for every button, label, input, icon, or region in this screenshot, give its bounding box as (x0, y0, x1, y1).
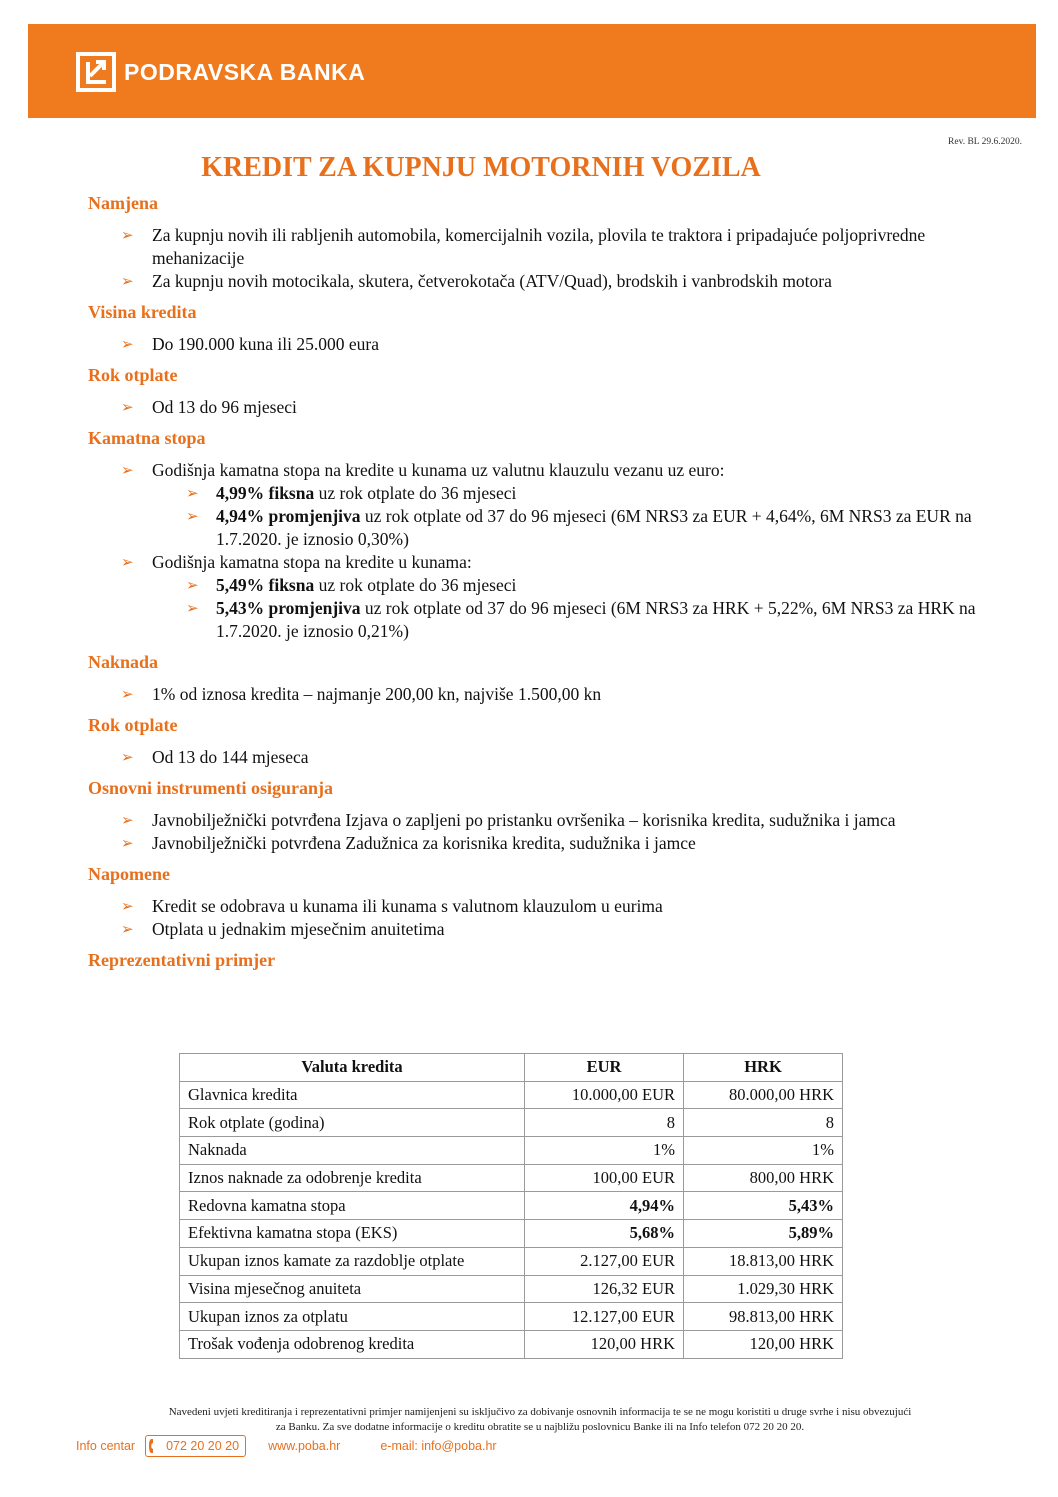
hrk-value: 1.029,30 HRK (684, 1275, 843, 1303)
section-title: Rok otplate (88, 715, 178, 735)
brand-name: PODRAVSKA BANKA (124, 58, 366, 85)
section-title: Rok otplate (88, 365, 178, 385)
eur-value: 120,00 HRK (525, 1330, 684, 1358)
podravska-logo-icon (76, 52, 116, 92)
list-item: ➢ Javnobilježnički potvrđena Izjava o zapljeni po pristanku ovršenika – korisnika kredita, sudužnika i jamca (121, 810, 896, 830)
table-row (180, 1192, 843, 1220)
arrow-bullet-icon: ➢ (121, 226, 134, 244)
hrk-value: 80.000,00 HRK (684, 1081, 843, 1109)
list-item: ➢ Od 13 do 144 mjeseca (121, 747, 309, 767)
eur-value: 5,68% (525, 1220, 684, 1248)
hrk-value: 8 (684, 1109, 843, 1137)
phone-icon (148, 1438, 160, 1454)
section-title: Naknada (88, 652, 159, 672)
section-visina (88, 299, 988, 356)
table-row (180, 1081, 843, 1109)
section-rok-otplate-2 (88, 712, 988, 769)
list-item: ➢ Godišnja kamatna stopa na kredite u kunama uz valutnu klauzulu vezanu uz euro: ➢ 4,99% fiksna uz rok otplate do 36 mjeseci ➢ 4,94% promjenjiva uz rok otplate od 37 do 96 mjeseci (6M NRS3 za EUR + 4,64%, 6M NRS3 za EUR na 1.7.2020. je iznosio 0,30%) (88, 459, 988, 551)
list-item: ➢ Godišnja kamatna stopa na kredite u kunama: ➢ 5,49% fiksna uz rok otplate do 36 mjeseci ➢ 5,43% promjenjiva uz rok otplate od 37 do 96 mjeseci (6M NRS3 za HRK + 5,22%, 6M NRS3 za HRK na 1.7.2020. je iznosio 0,21%) (88, 551, 988, 643)
hrk-value: 18.813,00 HRK (684, 1247, 843, 1275)
row-label: Ukupan iznos kamate za razdoblje otplate (180, 1247, 525, 1275)
row-label: Trošak vođenja odobrenog kredita (180, 1330, 525, 1358)
arrow-bullet-icon: ➢ (186, 599, 199, 617)
arrow-bullet-icon: ➢ (121, 335, 134, 353)
section-title: Napomene (88, 864, 170, 884)
eur-value: 2.127,00 EUR (525, 1247, 684, 1275)
email-link[interactable]: e-mail: info@poba.hr (380, 1439, 497, 1453)
sub-list-item: ➢ 5,49% fiksna uz rok otplate do 36 mjeseci (186, 575, 517, 595)
row-label: Efektivna kamatna stopa (EKS) (180, 1220, 525, 1248)
row-label: Rok otplate (godina) (180, 1109, 525, 1137)
table-row (180, 1137, 843, 1165)
arrow-bullet-icon: ➢ (121, 553, 134, 571)
table-row (180, 1164, 843, 1192)
arrow-bullet-icon: ➢ (121, 811, 134, 829)
list-item: ➢ Otplata u jednakim mjesečnim anuitetima (121, 919, 445, 939)
column-header: EUR (525, 1054, 684, 1082)
arrow-bullet-icon: ➢ (121, 920, 134, 938)
eur-value: 4,94% (525, 1192, 684, 1220)
sub-list-item: ➢ 4,99% fiksna uz rok otplate do 36 mjeseci (186, 483, 517, 503)
document-body (88, 190, 988, 973)
eur-value: 10.000,00 EUR (525, 1081, 684, 1109)
table-row (180, 1330, 843, 1358)
table-row (180, 1109, 843, 1137)
table-row (180, 1220, 843, 1248)
column-header: Valuta kredita (180, 1054, 525, 1082)
hrk-value: 1% (684, 1137, 843, 1165)
section-title: Reprezentativni primjer (88, 950, 276, 970)
arrow-bullet-icon: ➢ (186, 576, 199, 594)
eur-value: 12.127,00 EUR (525, 1303, 684, 1331)
arrow-bullet-icon: ➢ (121, 748, 134, 766)
column-header: HRK (684, 1054, 843, 1082)
sub-list-item: ➢ 5,43% promjenjiva uz rok otplate od 37 do 96 mjeseci (6M NRS3 za HRK + 5,22%, 6M NRS3 za HRK na 1.7.2020. je iznosio 0,21%) (186, 598, 976, 641)
hrk-value: 98.813,00 HRK (684, 1303, 843, 1331)
arrow-bullet-icon: ➢ (121, 897, 134, 915)
list-item: ➢ Za kupnju novih ili rabljenih automobila, komercijalnih vozila, plovila te traktora i pripadajuće poljoprivredne mehanizacije (121, 225, 926, 268)
row-label: Ukupan iznos za otplatu (180, 1303, 525, 1331)
hrk-value: 5,89% (684, 1220, 843, 1248)
section-title: Kamatna stopa (88, 428, 206, 448)
section-title: Namjena (88, 193, 158, 213)
section-napomene (88, 861, 988, 941)
list-item: ➢ Od 13 do 96 mjeseci (121, 397, 297, 417)
disclaimer-line: Navedeni uvjeti kreditiranja i reprezentativni primjer namijenjeni su isključivo za dobivanje osnovnih informacija te se ne mogu koristiti u druge svrhe i nisu obvezujući (168, 1406, 912, 1418)
footer-contact (76, 1435, 497, 1457)
section-instrumenti (88, 775, 988, 855)
eur-value: 126,32 EUR (525, 1275, 684, 1303)
section-primjer (88, 947, 988, 973)
section-namjena (88, 190, 988, 293)
row-label: Redovna kamatna stopa (180, 1192, 525, 1220)
hrk-value: 120,00 HRK (684, 1330, 843, 1358)
revision-note: Rev. BL 29.6.2020. (948, 137, 1022, 147)
table-row (180, 1275, 843, 1303)
list-item: ➢ Do 190.000 kuna ili 25.000 eura (121, 334, 379, 354)
section-naknada (88, 649, 988, 706)
eur-value: 1% (525, 1137, 684, 1165)
page-title: KREDIT ZA KUPNJU MOTORNIH VOZILA (201, 152, 761, 183)
arrow-bullet-icon: ➢ (121, 272, 134, 290)
arrow-bullet-icon: ➢ (121, 461, 134, 479)
table-header-row (180, 1054, 843, 1082)
eur-value: 8 (525, 1109, 684, 1137)
list-item: ➢ Javnobilježnički potvrđena Zadužnica za korisnika kredita, sudužnika i jamce (121, 833, 696, 853)
section-kamatna-stopa (88, 425, 988, 643)
section-title: Visina kredita (88, 302, 197, 322)
arrow-bullet-icon: ➢ (121, 398, 134, 416)
hrk-value: 5,43% (684, 1192, 843, 1220)
sub-list-item: ➢ 4,94% promjenjiva uz rok otplate od 37 do 96 mjeseci (6M NRS3 za EUR + 4,64%, 6M NRS3 za EUR na 1.7.2020. je iznosio 0,30%) (186, 506, 972, 549)
arrow-bullet-icon: ➢ (186, 484, 199, 502)
arrow-bullet-icon: ➢ (121, 834, 134, 852)
phone-link[interactable]: 072 20 20 20 (145, 1435, 246, 1457)
disclaimer (80, 1405, 1000, 1435)
arrow-bullet-icon: ➢ (121, 685, 134, 703)
row-label: Naknada (180, 1137, 525, 1165)
disclaimer-line: za Banku. Za sve dodatne informacije o kreditu obratite se u najbližu poslovnicu Banke ili na Info telefon 072 20 20 20. (275, 1421, 805, 1433)
representative-example-table (179, 1053, 843, 1359)
list-item: ➢ Kredit se odobrava u kunama ili kunama s valutnom klauzulom u eurima (121, 896, 663, 916)
header-banner (28, 24, 1036, 118)
arrow-bullet-icon: ➢ (186, 507, 199, 525)
website-link[interactable]: www.poba.hr (268, 1439, 341, 1453)
row-label: Glavnica kredita (180, 1081, 525, 1109)
brand-logo[interactable] (76, 52, 365, 92)
table-row (180, 1303, 843, 1331)
table-row (180, 1247, 843, 1275)
section-title: Osnovni instrumenti osiguranja (88, 778, 334, 798)
row-label: Visina mjesečnog anuiteta (180, 1275, 525, 1303)
hrk-value: 800,00 HRK (684, 1164, 843, 1192)
info-centar-label: Info centar (76, 1439, 136, 1453)
eur-value: 100,00 EUR (525, 1164, 684, 1192)
row-label: Iznos naknade za odobrenje kredita (180, 1164, 525, 1192)
section-rok-otplate-1 (88, 362, 988, 419)
list-item: ➢ 1% od iznosa kredita – najmanje 200,00 kn, najviše 1.500,00 kn (121, 684, 602, 704)
list-item: ➢ Za kupnju novih motocikala, skutera, četverokotača (ATV/Quad), brodskih i vanbrodskih motora (121, 271, 832, 291)
